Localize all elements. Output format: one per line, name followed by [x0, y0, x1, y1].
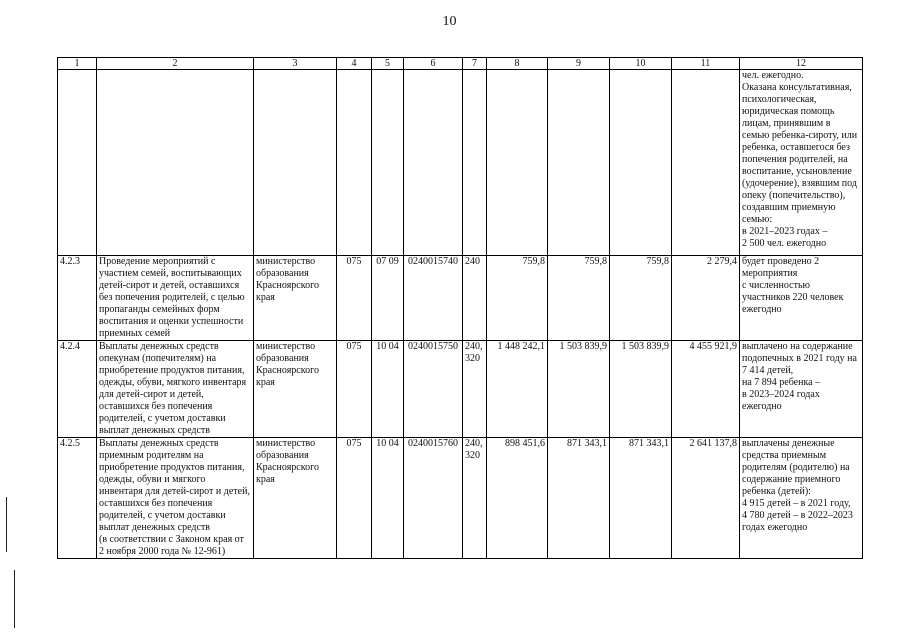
column-header: 1 — [58, 58, 97, 70]
row-number: 4.2.5 — [58, 438, 97, 559]
executor — [254, 70, 337, 256]
amount-2022: 871 343,1 — [548, 438, 610, 559]
grbs-code: 075 — [337, 256, 372, 341]
column-header: 8 — [487, 58, 548, 70]
amount-2023: 759,8 — [610, 256, 672, 341]
section-code: 10 04 — [372, 341, 404, 438]
expense-type-code — [463, 70, 487, 256]
table-row — [58, 70, 863, 256]
row-number: 4.2.4 — [58, 341, 97, 438]
amount-2023: 1 503 839,9 — [610, 341, 672, 438]
target-article-code: 0240015760 — [404, 438, 463, 559]
activity-name: Выплаты денежных средств приемным родителям на приобретение продуктов питания, одежды, обуви и мягкого инвентаря для детей-сирот и детей, оставшихся без попечения родителей, с учетом доставки выплат денежных средств (в соответствии с Законом края от 2 ноября 2000 года № 12-961) — [97, 438, 254, 559]
target-article-code: 0240015750 — [404, 341, 463, 438]
amount-total — [672, 70, 740, 256]
section-code: 10 04 — [372, 438, 404, 559]
amount-2022: 1 503 839,9 — [548, 341, 610, 438]
amount-2021: 898 451,6 — [487, 438, 548, 559]
expected-result: выплачено на содержание подопечных в 2021 году на 7 414 детей, на 7 894 ребенка – в 2023–2024 годах ежегодно — [740, 341, 863, 438]
program-table — [57, 57, 863, 559]
column-header: 4 — [337, 58, 372, 70]
grbs-code: 075 — [337, 438, 372, 559]
section-code: 07 09 — [372, 256, 404, 341]
executor: министерство образования Красноярского края — [254, 256, 337, 341]
amount-2022 — [548, 70, 610, 256]
expense-type-code: 240, 320 — [463, 341, 487, 438]
table-row — [58, 341, 863, 438]
amount-2022: 759,8 — [548, 256, 610, 341]
row-number — [58, 70, 97, 256]
grbs-code — [337, 70, 372, 256]
executor: министерство образования Красноярского края — [254, 341, 337, 438]
margin-line-lower — [14, 570, 15, 628]
section-code — [372, 70, 404, 256]
page-number: 10 — [442, 14, 457, 29]
column-header: 12 — [740, 58, 863, 70]
column-header: 2 — [97, 58, 254, 70]
column-numbers-row — [58, 58, 863, 70]
amount-total: 2 279,4 — [672, 256, 740, 341]
table-row — [58, 438, 863, 559]
expected-result: выплачены денежные средства приемным родителям (родителю) на содержание приемного ребенка (детей): 4 915 детей – в 2021 году, 4 780 детей – в 2022–2023 годах ежегодно — [740, 438, 863, 559]
column-header: 11 — [672, 58, 740, 70]
column-header: 7 — [463, 58, 487, 70]
expense-type-code: 240 — [463, 256, 487, 341]
amount-total: 2 641 137,8 — [672, 438, 740, 559]
executor: министерство образования Красноярского края — [254, 438, 337, 559]
column-header: 10 — [610, 58, 672, 70]
row-number: 4.2.3 — [58, 256, 97, 341]
grbs-code: 075 — [337, 341, 372, 438]
activity-name: Выплаты денежных средств опекунам (попечителям) на приобретение продуктов питания, одежды, обуви, мягкого инвентаря для детей-сирот и детей, оставшихся без попечения родителей, с учетом доставки выплат денежных средств — [97, 341, 254, 438]
expected-result: будет проведено 2 мероприятия с численностью участников 220 человек ежегодно — [740, 256, 863, 341]
amount-2021: 759,8 — [487, 256, 548, 341]
amount-2021 — [487, 70, 548, 256]
margin-line-upper — [6, 497, 7, 552]
expense-type-code: 240, 320 — [463, 438, 487, 559]
activity-name: Проведение мероприятий с участием семей, воспитывающих детей-сирот и детей, оставшихся без попечения родителей, с целью пропаганды семейных форм воспитания и оценки успешности приемных семей — [97, 256, 254, 341]
expected-result: чел. ежегодно. Оказана консультативная, психологическая, юридическая помощь лицам, принявшим в семью ребенка-сироту, или ребенка, оставшегося без попечения родителей, на воспитание, усыновление (удочерение), взявшим под опеку (попечительство), создавшим приемную семью: в 2021–2023 годах – 2 500 чел. ежегодно — [740, 70, 863, 256]
column-header: 5 — [372, 58, 404, 70]
amount-2021: 1 448 242,1 — [487, 341, 548, 438]
table-row — [58, 256, 863, 341]
amount-total: 4 455 921,9 — [672, 341, 740, 438]
column-header: 6 — [404, 58, 463, 70]
activity-name — [97, 70, 254, 256]
amount-2023: 871 343,1 — [610, 438, 672, 559]
column-header: 9 — [548, 58, 610, 70]
column-header: 3 — [254, 58, 337, 70]
target-article-code: 0240015740 — [404, 256, 463, 341]
target-article-code — [404, 70, 463, 256]
amount-2023 — [610, 70, 672, 256]
